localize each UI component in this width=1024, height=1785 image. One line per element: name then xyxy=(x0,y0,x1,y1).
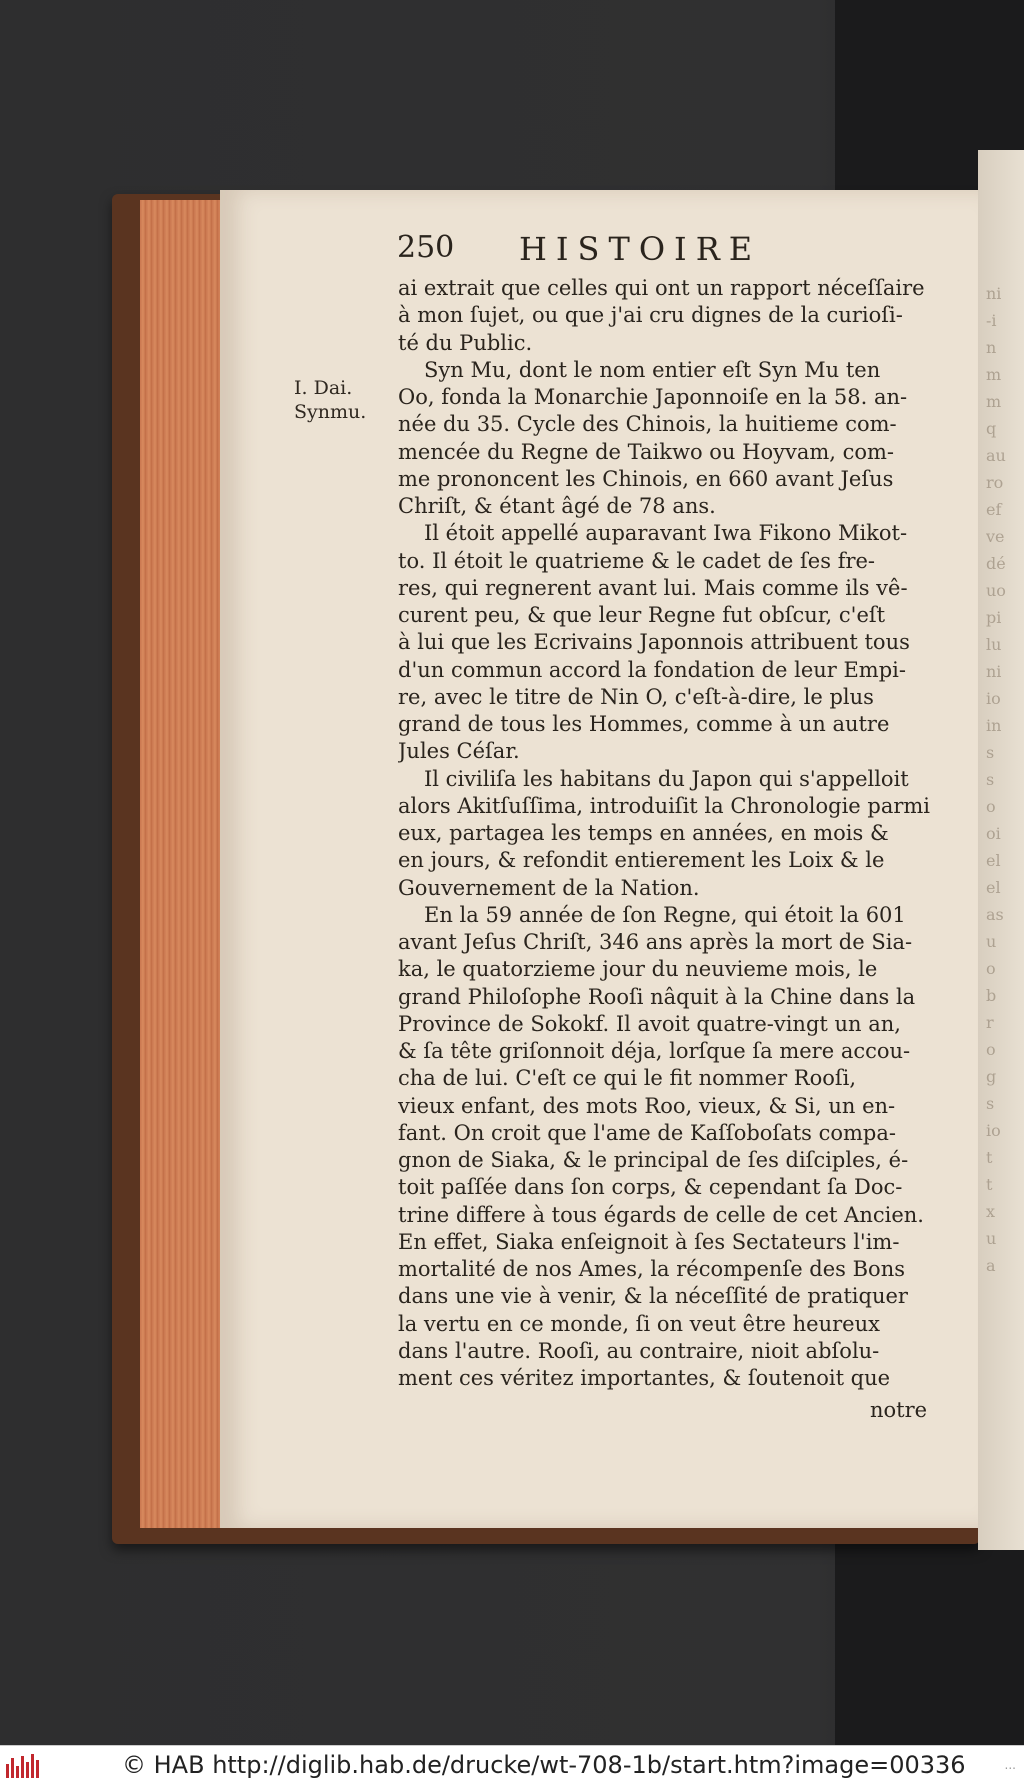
text-line: à lui que les Ecrivains Japonnois attribuent tous xyxy=(398,630,910,655)
text-line: Jules Céſar. xyxy=(398,739,520,764)
marginal-note-line: Synmu. xyxy=(294,401,367,423)
text-line: res, qui regnerent avant lui. Mais comme ils vê- xyxy=(398,575,908,600)
facing-page-fragment: in xyxy=(986,716,1002,735)
text-line: En la 59 année de ſon Regne, qui étoit la 601 xyxy=(424,902,906,927)
facing-page-fragment: u xyxy=(986,1229,997,1248)
text-line: dans une vie à venir, & la néceſſité de pratiquer xyxy=(398,1284,908,1309)
footer-menu-dots[interactable]: ... xyxy=(1004,1758,1016,1772)
facing-page-fragment: g xyxy=(986,1067,997,1086)
facing-page-fragment: o xyxy=(986,959,996,978)
facing-page-fragment: o xyxy=(986,797,996,816)
text-line: Oo, fonda la Monarchie Japonnoiſe en la 58. an- xyxy=(398,385,908,409)
text-line: mortalité de nos Ames, la récompenſe des Bons xyxy=(398,1257,905,1281)
facing-page-fragment: s xyxy=(986,1094,995,1113)
text-line: to. Il étoit le quatrieme & le cadet de ſes fre- xyxy=(398,548,876,573)
text-line: ment ces véritez importantes, & ſoutenoit que xyxy=(398,1366,891,1390)
facing-page-fragment: el xyxy=(986,851,1001,870)
page-header xyxy=(397,230,957,270)
facing-page-fragment: q xyxy=(986,419,997,438)
hab-logo-icon xyxy=(6,1754,46,1778)
facing-page-fragment: ni xyxy=(986,662,1002,681)
text-line: d'un commun accord la fondation de leur Empi- xyxy=(398,657,906,682)
facing-page-fragment: io xyxy=(986,689,1001,708)
footer-bar xyxy=(0,1745,1024,1785)
text-line: gnon de Siaka, & le principal de ſes diſciples, é- xyxy=(398,1148,909,1172)
text-line: Il étoit appellé auparavant Iwa Fikono Mikot- xyxy=(424,521,908,546)
text-line: cha de lui. C'eſt ce qui le fit nommer Rooſi, xyxy=(398,1066,857,1091)
text-line: en jours, & refondit entierement les Loix & le xyxy=(398,848,885,873)
text-line: née du 35. Cycle des Chinois, la huitieme com- xyxy=(398,412,897,437)
text-line: Province de Sokokf. Il avoit quatre-vingt un an, xyxy=(398,1011,901,1036)
facing-page-fragment: x xyxy=(986,1202,996,1221)
text-line: grand Philoſophe Rooſi nâquit à la Chine dans la xyxy=(398,984,916,1009)
facing-page-fragment: s xyxy=(986,743,995,762)
facing-page-fragment: uo xyxy=(986,581,1006,600)
page-edges xyxy=(140,200,225,1528)
facing-page-fragment: au xyxy=(986,446,1006,465)
text-line: vieux enfant, des mots Roo, vieux, & Si, un en- xyxy=(398,1093,896,1118)
facing-page-fragment: as xyxy=(986,905,1004,924)
text-line: & ſa tête griſonnoit déja, lorſque ſa mere accou- xyxy=(398,1039,911,1063)
text-line: ai extrait que celles qui ont un rapport néceſſaire xyxy=(398,276,925,300)
marginal-note-line: I. Dai. xyxy=(294,377,353,399)
text-line: re, avec le titre de Nin O, c'eſt-à-dire, le plus xyxy=(398,684,874,709)
text-line: ka, le quatorzieme jour du neuvieme mois, le xyxy=(398,957,878,982)
text-line: la vertu en ce monde, ſi on veut être heureux xyxy=(398,1311,880,1336)
facing-page-fragment: t xyxy=(986,1175,993,1194)
facing-page-fragment: pi xyxy=(986,608,1002,627)
facing-page-text xyxy=(986,280,1024,1279)
text-line: trine differe à tous égards de celle de cet Ancien. xyxy=(398,1202,924,1227)
facing-page-fragment: dé xyxy=(986,554,1006,573)
facing-page-fragment: -i xyxy=(986,311,997,330)
text-line: En effet, Siaka enſeignoit à ſes Sectateurs l'im- xyxy=(398,1229,900,1254)
facing-page-fragment: oi xyxy=(986,824,1001,843)
text-line: fant. On croit que l'ame de Kaſſoboſats compa- xyxy=(398,1120,896,1145)
page-text xyxy=(398,275,964,1392)
marginal-note xyxy=(294,376,374,424)
facing-page-fragment: b xyxy=(986,986,997,1005)
footer-source-link[interactable]: © HAB http://diglib.hab.de/drucke/wt-708-1b/start.htm?image=00336 xyxy=(122,1751,966,1779)
facing-page-fragment: t xyxy=(986,1148,993,1167)
facing-page-fragment: lu xyxy=(986,635,1002,654)
text-line: grand de tous les Hommes, comme à un autre xyxy=(398,712,890,736)
facing-page-fragment: a xyxy=(986,1256,996,1275)
facing-page-fragment: el xyxy=(986,878,1001,897)
text-line: curent peu, & que leur Regne fut obſcur, c'eſt xyxy=(398,603,886,627)
catchword: notre xyxy=(870,1398,928,1422)
text-line: Chriſt, & étant âgé de 78 ans. xyxy=(398,494,716,518)
text-line: à mon ſujet, ou que j'ai cru dignes de la curioſi- xyxy=(398,303,903,328)
text-line: alors Akitſuſſima, introduiſit la Chronologie parmi xyxy=(398,793,931,818)
facing-page-fragment: s xyxy=(986,770,995,789)
text-line: Il civiliſa les habitans du Japon qui s'appelloit xyxy=(424,766,909,791)
text-line: dans l'autre. Rooſi, au contraire, nioit abſolu- xyxy=(398,1338,880,1363)
facing-page-fragment: ro xyxy=(986,473,1004,492)
text-line: me prononcent les Chinois, en 660 avant Jeſus xyxy=(398,466,894,491)
text-line: avant Jeſus Chriſt, 346 ans après la mort de Sia- xyxy=(398,930,913,954)
facing-page-fragment: n xyxy=(986,338,997,357)
facing-page-fragment: ve xyxy=(986,527,1005,546)
text-line: Syn Mu, dont le nom entier eſt Syn Mu ten xyxy=(424,357,881,382)
text-line: mencée du Regne de Taikwo ou Hoyvam, com- xyxy=(398,439,895,464)
text-line: eux, partagea les temps en années, en mois & xyxy=(398,821,889,845)
facing-page-fragment: ef xyxy=(986,500,1002,519)
facing-page-fragment: m xyxy=(986,392,1002,411)
page-number: 250 xyxy=(397,230,455,265)
facing-page-fragment: m xyxy=(986,365,1002,384)
facing-page-fragment: u xyxy=(986,932,997,951)
facing-page-fragment: r xyxy=(986,1013,994,1032)
text-line: Gouvernement de la Nation. xyxy=(398,875,700,900)
text-line: té du Public. xyxy=(398,330,533,355)
running-title: HISTOIRE xyxy=(519,230,762,268)
facing-page-fragment: io xyxy=(986,1121,1001,1140)
facing-page-fragment: o xyxy=(986,1040,996,1059)
text-line: toit paſſée dans ſon corps, & cependant ſa Doc- xyxy=(398,1175,903,1200)
facing-page-fragment: ni xyxy=(986,284,1002,303)
